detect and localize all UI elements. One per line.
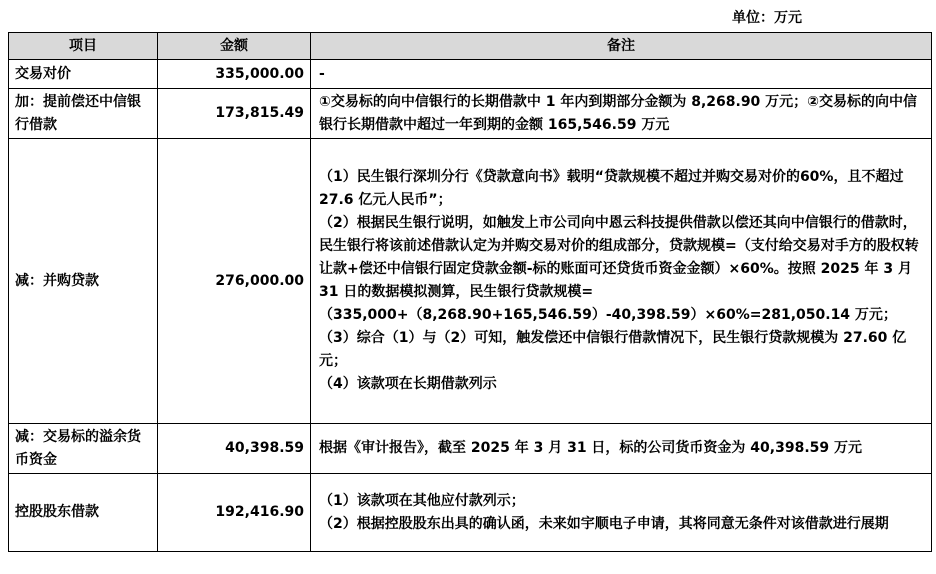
row-label: 减：并购贷款 bbox=[9, 139, 158, 424]
header-item: 项目 bbox=[9, 33, 158, 60]
note-paragraph: - bbox=[319, 65, 325, 82]
note-paragraph: （1）该款项在其他应付款列示； bbox=[319, 492, 525, 509]
table-row bbox=[9, 424, 932, 474]
note-paragraph: （2）根据民生银行说明，如触发上市公司向中恩云科技提供借款以偿还其向中信银行的借款时，民生银行将该前述借款认定为并购交易对价的组成部分，贷款规模=（支付给交易对手方的股权转让款+偿还中信银行固定贷款金额-标的账面可还贷货币资金金额）×60%。按照 2025 年 3 月 31 日的数据模拟测算，民生银行贷款规模=（335,000+（8,268.90+165,546.59）-40,398.59）×60%=281,050.14 万元； bbox=[319, 215, 919, 323]
row-label: 减：交易标的溢余货币资金 bbox=[9, 424, 158, 474]
row-note bbox=[311, 89, 932, 139]
row-amount: 40,398.59 bbox=[158, 424, 311, 474]
note-paragraph: 根据《审计报告》，截至 2025 年 3 月 31 日，标的公司货币资金为 40,398.59 万元 bbox=[319, 440, 863, 456]
note-paragraph: ①交易标的向中信银行的长期借款中 1 年内到期部分金额为 8,268.90 万元；②交易标的向中信银行长期借款中超过一年到期的金额 165,546.59 万元 bbox=[319, 93, 918, 133]
header-amount: 金额 bbox=[158, 33, 311, 60]
table-row bbox=[9, 89, 932, 139]
header-note: 备注 bbox=[311, 33, 932, 60]
note-paragraph: （2）根据控股股东出具的确认函，未来如宇顺电子申请，其将同意无条件对该借款进行展期 bbox=[319, 515, 889, 532]
row-amount: 335,000.00 bbox=[158, 60, 311, 89]
table-row bbox=[9, 139, 932, 424]
unit-label: 单位：万元 bbox=[732, 10, 802, 26]
table-row bbox=[9, 474, 932, 552]
row-note bbox=[311, 60, 932, 89]
row-amount: 173,815.49 bbox=[158, 89, 311, 139]
row-amount: 192,416.90 bbox=[158, 474, 311, 552]
note-paragraph: （3）综合（1）与（2）可知，触发偿还中信银行借款情况下，民生银行贷款规模为 27.60 亿元； bbox=[319, 330, 907, 369]
row-label: 加：提前偿还中信银行借款 bbox=[9, 89, 158, 139]
note-paragraph: （4）该款项在长期借款列示 bbox=[319, 376, 497, 392]
row-note bbox=[311, 424, 932, 474]
note-paragraph: （1）民生银行深圳分行《贷款意向书》载明“贷款规模不超过并购交易对价的60%，且不超过 27.6 亿元人民币”； bbox=[319, 169, 904, 208]
table-header-row bbox=[9, 33, 932, 60]
row-label: 控股股东借款 bbox=[9, 474, 158, 552]
table-row bbox=[9, 60, 932, 89]
row-note bbox=[311, 139, 932, 424]
financial-table bbox=[8, 32, 932, 552]
row-note bbox=[311, 474, 932, 552]
row-amount: 276,000.00 bbox=[158, 139, 311, 424]
row-label: 交易对价 bbox=[9, 60, 158, 89]
